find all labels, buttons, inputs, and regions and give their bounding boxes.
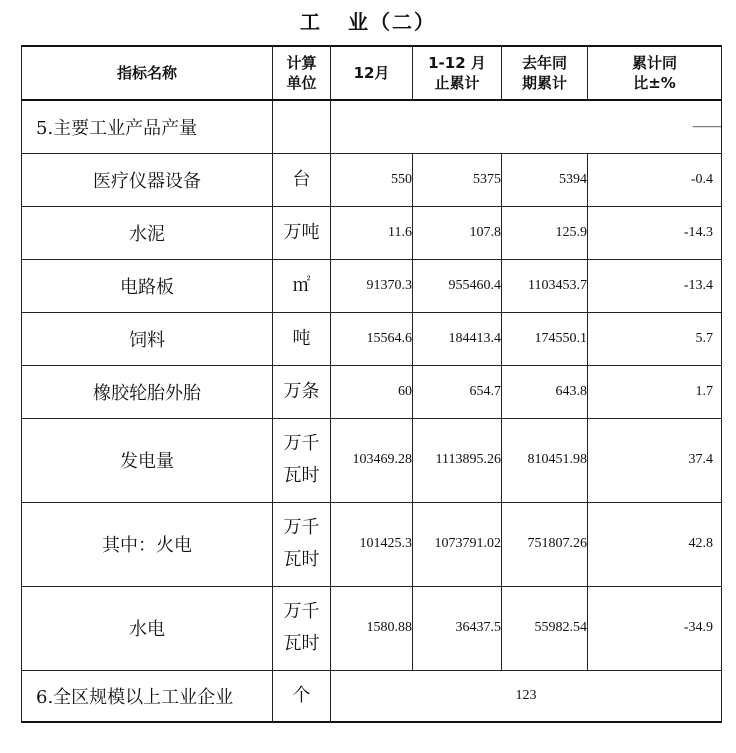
header-prev: 去年同 期累计: [502, 46, 588, 100]
row-month: 60: [331, 365, 413, 418]
enterprise-unit: 个: [273, 670, 331, 722]
row-yoy: -13.4: [588, 259, 722, 312]
row-ytd: 654.7: [413, 365, 502, 418]
row-month: 15564.6: [331, 312, 413, 365]
row-ytd: 5375: [413, 153, 502, 206]
row-month: 91370.3: [331, 259, 413, 312]
header-row: [22, 46, 722, 100]
table-row: [22, 312, 722, 365]
row-unit: 万吨: [273, 206, 331, 259]
row-month: 11.6: [331, 206, 413, 259]
row-yoy: -34.9: [588, 586, 722, 670]
table-row: [22, 259, 722, 312]
section-dash: ——: [331, 100, 722, 153]
row-prev: 643.8: [502, 365, 588, 418]
row-prev: 5394: [502, 153, 588, 206]
table-row: [22, 502, 722, 586]
row-month: 550: [331, 153, 413, 206]
row-ytd: 955460.4: [413, 259, 502, 312]
row-prev: 125.9: [502, 206, 588, 259]
row-yoy: -14.3: [588, 206, 722, 259]
row-name: 发电量: [22, 418, 273, 502]
row-name: 电路板: [22, 259, 273, 312]
row-ytd: 107.8: [413, 206, 502, 259]
row-month: 103469.28: [331, 418, 413, 502]
table-row: [22, 418, 722, 502]
row-name: 水电: [22, 586, 273, 670]
row-unit: 台: [273, 153, 331, 206]
row-yoy: -0.4: [588, 153, 722, 206]
section-label: 5.主要工业产品产量: [22, 100, 273, 153]
table-row: [22, 365, 722, 418]
row-yoy: 37.4: [588, 418, 722, 502]
header-unit: 计算 单位: [273, 46, 331, 100]
row-ytd: 36437.5: [413, 586, 502, 670]
row-unit: 万千 瓦时: [273, 418, 331, 502]
row-name: 饲料: [22, 312, 273, 365]
enterprise-count: 123: [331, 670, 722, 722]
enterprise-label: 6.全区规模以上工业企业: [22, 670, 273, 722]
row-unit: 吨: [273, 312, 331, 365]
header-month: 12月: [331, 46, 413, 100]
row-name: 医疗仪器设备: [22, 153, 273, 206]
row-prev: 810451.98: [502, 418, 588, 502]
row-prev: 55982.54: [502, 586, 588, 670]
row-prev: 751807.26: [502, 502, 588, 586]
row-unit: ㎡: [273, 259, 331, 312]
row-month: 101425.3: [331, 502, 413, 586]
section-row: [22, 100, 722, 153]
row-unit: 万千 瓦时: [273, 586, 331, 670]
row-ytd: 1113895.26: [413, 418, 502, 502]
row-name: 水泥: [22, 206, 273, 259]
enterprise-row: [22, 670, 722, 722]
row-name: 橡胶轮胎外胎: [22, 365, 273, 418]
table-row: [22, 206, 722, 259]
industry-table: [21, 45, 722, 723]
row-name: 其中：火电: [22, 502, 273, 586]
table-row: [22, 586, 722, 670]
table-row: [22, 153, 722, 206]
row-unit: 万条: [273, 365, 331, 418]
row-ytd: 184413.4: [413, 312, 502, 365]
section-unit-empty: [273, 100, 331, 153]
title-left: 工: [300, 10, 322, 34]
row-ytd: 1073791.02: [413, 502, 502, 586]
row-month: 1580.88: [331, 586, 413, 670]
row-yoy: 42.8: [588, 502, 722, 586]
row-prev: 1103453.7: [502, 259, 588, 312]
row-yoy: 1.7: [588, 365, 722, 418]
header-name: 指标名称: [22, 46, 273, 100]
row-unit: 万千 瓦时: [273, 502, 331, 586]
header-yoy: 累计同 比±%: [588, 46, 722, 100]
header-ytd: 1-12 月 止累计: [413, 46, 502, 100]
title-right: 业（二）: [348, 10, 436, 34]
row-yoy: 5.7: [588, 312, 722, 365]
page-title: [0, 8, 736, 36]
row-prev: 174550.1: [502, 312, 588, 365]
